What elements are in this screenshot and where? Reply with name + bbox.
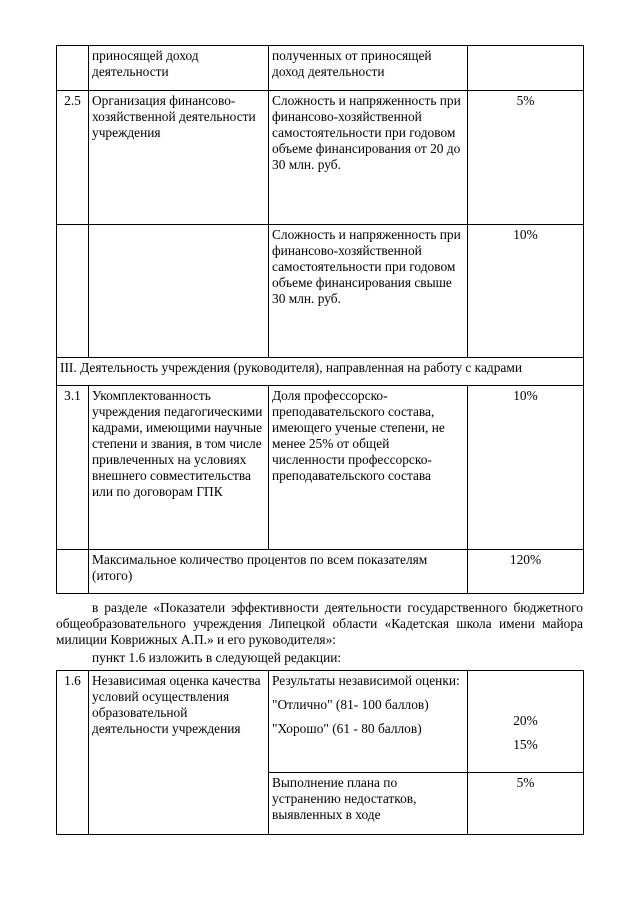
section-row xyxy=(57,358,584,386)
section-heading: III. Деятельность учреждения (руководителя), направленная на работу с кадрами xyxy=(57,358,584,386)
value-cell: 10% xyxy=(468,225,584,358)
row-number xyxy=(57,46,89,91)
table-row xyxy=(57,671,584,773)
value-cell xyxy=(468,671,584,773)
row-number xyxy=(57,550,89,594)
indicators-table xyxy=(56,45,584,594)
indicator-cell: Укомплектованность учреждения педагогическими кадрами, имеющими научные степени и звания, в том числе привлеченных на условиях внешнего совместительства или по договорам ГПК xyxy=(89,386,269,550)
row-number: 3.1 xyxy=(57,386,89,550)
table-row xyxy=(57,386,584,550)
table-row xyxy=(57,91,584,225)
indicator-cell: приносящей доход деятельности xyxy=(89,46,269,91)
value-cell: 5% xyxy=(468,91,584,225)
row-number: 2.5 xyxy=(57,91,89,225)
criterion-cell: Выполнение плана по устранению недостатков, выявленных в ходе xyxy=(269,773,468,835)
row-number: 1.6 xyxy=(57,671,89,835)
indicator-cell: Организация финансово-хозяйственной деятельности учреждения xyxy=(89,91,269,225)
indicator-cell xyxy=(89,225,269,358)
value-cell xyxy=(468,46,584,91)
value-cell: 5% xyxy=(468,773,584,835)
row-number xyxy=(57,225,89,358)
criterion-heading: Результаты независимой оценки: xyxy=(272,673,460,688)
amendment-instruction: пункт 1.6 изложить в следующей редакции: xyxy=(92,650,342,665)
criterion-cell: Сложность и напряженность при финансово-хозяйственной самостоятельности при годовом объеме финансирования от 20 до 30 млн. руб. xyxy=(269,91,468,225)
new-item-table xyxy=(56,670,584,835)
table-row xyxy=(57,46,584,91)
excellent-label: "Отлично" (81- 100 баллов) xyxy=(272,697,429,712)
criterion-cell: Сложность и напряженность при финансово-хозяйственной самостоятельности при годовом объеме финансирования свыше 30 млн. руб. xyxy=(269,225,468,358)
good-value: 15% xyxy=(513,737,538,752)
excellent-value: 20% xyxy=(513,713,538,728)
criterion-cell xyxy=(269,671,468,773)
table-row xyxy=(57,225,584,358)
total-label: Максимальное количество процентов по всем показателям (итого) xyxy=(89,550,468,594)
amendment-paragraph: в разделе «Показатели эффективности деятельности государственного бюджетного общеобразовательного учреждения Липецкой области «Кадетская школа имени майора милиции Коврижных А.П.» и его руководителя»: xyxy=(56,600,583,647)
criterion-cell: полученных от приносящей доход деятельности xyxy=(269,46,468,91)
criterion-cell: Доля профессорско-преподавательского состава, имеющего ученые степени, не менее 25% от общей численности профессорско-преподавательского состава xyxy=(269,386,468,550)
indicator-cell: Независимая оценка качества условий осуществления образовательной деятельности учреждения xyxy=(89,671,269,835)
total-row xyxy=(57,550,584,594)
value-cell: 10% xyxy=(468,386,584,550)
good-label: "Хорошо" (61 - 80 баллов) xyxy=(272,721,422,736)
total-value: 120% xyxy=(468,550,584,594)
